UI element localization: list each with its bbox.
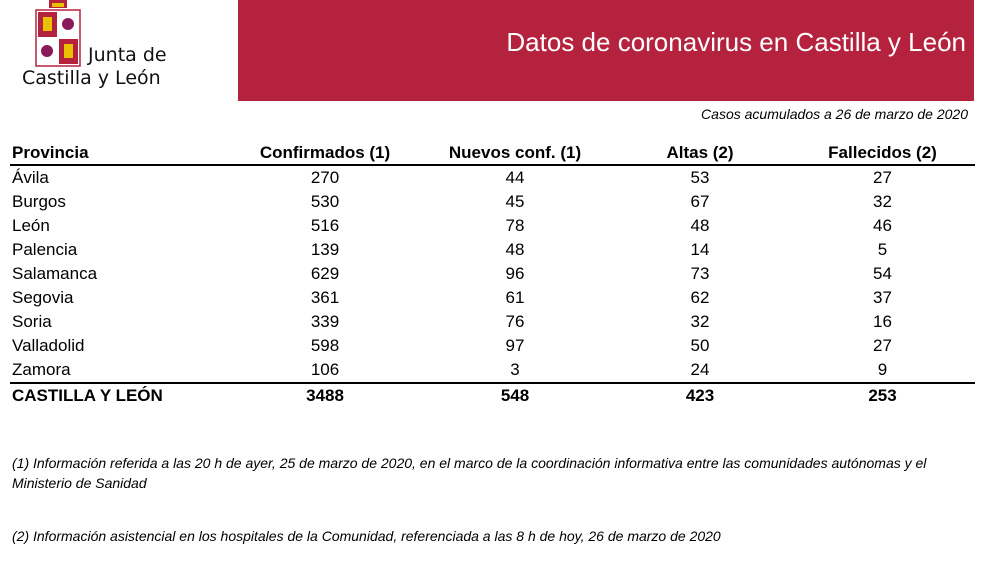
cell-fallecidos: 5 bbox=[877, 240, 888, 259]
cell-provincia: Segovia bbox=[12, 288, 74, 307]
cell-total-altas: 423 bbox=[610, 383, 790, 407]
cell-nuevos: 78 bbox=[505, 216, 525, 235]
header-nuevos: Nuevos conf. (1) bbox=[420, 137, 610, 165]
table-row bbox=[10, 165, 975, 190]
cell-altas: 53 bbox=[690, 168, 710, 187]
cases-table bbox=[10, 137, 975, 407]
footnote-1: (1) Información referida a las 20 h de ayer, 25 de marzo de 2020, en el marco de la coordinación informativa entre las comunidades autónomas y el Ministerio de Sanidad bbox=[12, 455, 927, 491]
cell-provincia: Burgos bbox=[12, 192, 66, 211]
cell-confirmados: 516 bbox=[310, 216, 340, 235]
cell-confirmados: 106 bbox=[310, 360, 340, 379]
table-row bbox=[10, 310, 975, 334]
table-row bbox=[10, 190, 975, 214]
cell-provincia: Palencia bbox=[12, 240, 78, 259]
cell-altas: 24 bbox=[690, 360, 710, 379]
cell-provincia: Soria bbox=[12, 312, 52, 331]
cell-nuevos: 96 bbox=[505, 264, 525, 283]
cell-total-label: CASTILLA Y LEÓN bbox=[10, 383, 230, 407]
cell-fallecidos: 54 bbox=[873, 264, 892, 283]
cell-fallecidos: 46 bbox=[873, 216, 892, 235]
cell-altas: 67 bbox=[690, 192, 710, 211]
cell-total-fallecidos: 253 bbox=[790, 383, 975, 407]
cell-nuevos: 45 bbox=[505, 192, 525, 211]
cell-provincia: Salamanca bbox=[12, 264, 98, 283]
table-row bbox=[10, 238, 975, 262]
cell-confirmados: 270 bbox=[310, 168, 340, 187]
cell-altas: 48 bbox=[690, 216, 710, 235]
logo-text-line1: Junta de bbox=[88, 44, 167, 66]
cell-confirmados: 361 bbox=[310, 288, 340, 307]
footnote-2: (2) Información asistencial en los hospitales de la Comunidad, referenciada a las 8 h de hoy, 26 de marzo de 2020 bbox=[12, 528, 721, 544]
header-confirmados: Confirmados (1) bbox=[230, 137, 420, 165]
cell-confirmados: 139 bbox=[310, 240, 340, 259]
cell-nuevos: 61 bbox=[505, 288, 525, 307]
cell-fallecidos: 27 bbox=[873, 168, 892, 187]
cell-confirmados: 339 bbox=[310, 312, 340, 331]
cell-fallecidos: 9 bbox=[877, 360, 888, 379]
table-header-row bbox=[10, 137, 975, 165]
cell-provincia: Valladolid bbox=[12, 336, 85, 355]
table-row bbox=[10, 214, 975, 238]
cell-provincia: Ávila bbox=[12, 168, 49, 187]
header-fallecidos: Fallecidos (2) bbox=[790, 137, 975, 165]
cell-confirmados: 598 bbox=[310, 336, 340, 355]
cell-nuevos: 3 bbox=[510, 360, 520, 379]
cell-altas: 73 bbox=[690, 264, 710, 283]
cell-confirmados: 530 bbox=[310, 192, 340, 211]
cell-fallecidos: 27 bbox=[873, 336, 892, 355]
header-altas: Altas (2) bbox=[610, 137, 790, 165]
cell-altas: 62 bbox=[690, 288, 710, 307]
cell-altas: 32 bbox=[690, 312, 710, 331]
cell-confirmados: 629 bbox=[310, 264, 340, 283]
header-provincia: Provincia bbox=[10, 137, 230, 165]
table-total-row bbox=[10, 383, 975, 407]
cell-altas: 50 bbox=[690, 336, 710, 355]
page-title: Datos de coronavirus en Castilla y León bbox=[506, 27, 966, 57]
table-row bbox=[10, 334, 975, 358]
cell-nuevos: 44 bbox=[505, 168, 525, 187]
table-row bbox=[10, 262, 975, 286]
cell-provincia: Zamora bbox=[12, 360, 71, 379]
cell-total-confirmados: 3488 bbox=[230, 383, 420, 407]
date-subtitle: Casos acumulados a 26 de marzo de 2020 bbox=[701, 106, 968, 122]
title-banner bbox=[238, 0, 974, 101]
cell-fallecidos: 32 bbox=[873, 192, 892, 211]
cell-fallecidos: 37 bbox=[873, 288, 892, 307]
cell-nuevos: 97 bbox=[505, 336, 525, 355]
cell-fallecidos: 16 bbox=[873, 312, 892, 331]
table-row bbox=[10, 286, 975, 310]
table-row bbox=[10, 358, 975, 383]
cell-provincia: León bbox=[12, 216, 50, 235]
cell-total-nuevos: 548 bbox=[420, 383, 610, 407]
junta-logo bbox=[10, 0, 210, 100]
cell-nuevos: 76 bbox=[505, 312, 525, 331]
cell-altas: 14 bbox=[690, 240, 710, 259]
cell-nuevos: 48 bbox=[505, 240, 525, 259]
logo-text-line2: Castilla y León bbox=[22, 67, 161, 89]
